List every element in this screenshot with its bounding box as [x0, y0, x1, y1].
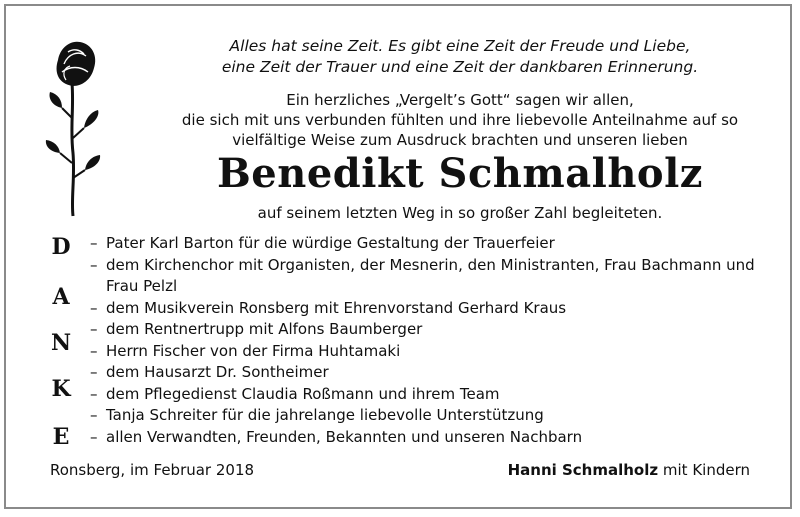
signer-name: Hanni Schmalholz [507, 461, 659, 479]
poem-line-1: Alles hat seine Zeit. Es gibt eine Zeit der Freude und Liebe, [229, 37, 691, 55]
intro-line-1: Ein herzliches „Vergelt’s Gott“ sagen wir allen, [286, 91, 634, 109]
danke-letter-n: N [50, 330, 72, 356]
rose-icon [40, 28, 110, 218]
danke-letter-e: E [52, 424, 70, 450]
intro-line-2: die sich mit uns verbunden fühlten und ihre liebevolle Anteilnahme auf so [181, 111, 739, 129]
thanks-item: – allen Verwandten, Freunden, Bekannten und unseren Nachbarn [90, 427, 770, 449]
danke-letter-k: K [51, 376, 71, 402]
thanks-item: – dem Rentnertrupp mit Alfons Baumberger [90, 319, 770, 341]
place-date: Ronsberg, im Februar 2018 [50, 461, 255, 479]
after-name-text: auf seinem letzten Weg in so großer Zahl begleiteten. [257, 204, 663, 222]
danke-letter-a: A [52, 284, 70, 310]
poem-line-2: eine Zeit der Trauer und eine Zeit der dankbaren Erinnerung. [221, 58, 699, 76]
signer-suffix: mit Kindern [658, 461, 750, 479]
thanks-item: – dem Kirchenchor mit Organisten, der Mesnerin, den Ministranten, Frau Bachmann und Frau Pelzl [90, 255, 770, 298]
thanks-item: – dem Musikverein Ronsberg mit Ehrenvorstand Gerhard Kraus [90, 298, 770, 320]
thanks-item: – Pater Karl Barton für die würdige Gestaltung der Trauerfeier [90, 233, 770, 255]
signature-line [508, 461, 750, 479]
intro-line-3: vielfältige Weise zum Ausdruck brachten und unseren lieben [232, 131, 688, 149]
thanks-item: – Herrn Fischer von der Firma Huhtamaki [90, 341, 770, 363]
deceased-name: Benedikt Schmalholz [216, 150, 703, 197]
thanks-item: – dem Pflegedienst Claudia Roßmann und ihrem Team [90, 384, 770, 406]
thanks-item: – dem Hausarzt Dr. Sontheimer [90, 362, 770, 384]
thanks-item: – Tanja Schreiter für die jahrelange liebevolle Unterstützung [90, 405, 770, 427]
thanks-list [90, 233, 770, 448]
danke-letter-d: D [51, 234, 71, 260]
